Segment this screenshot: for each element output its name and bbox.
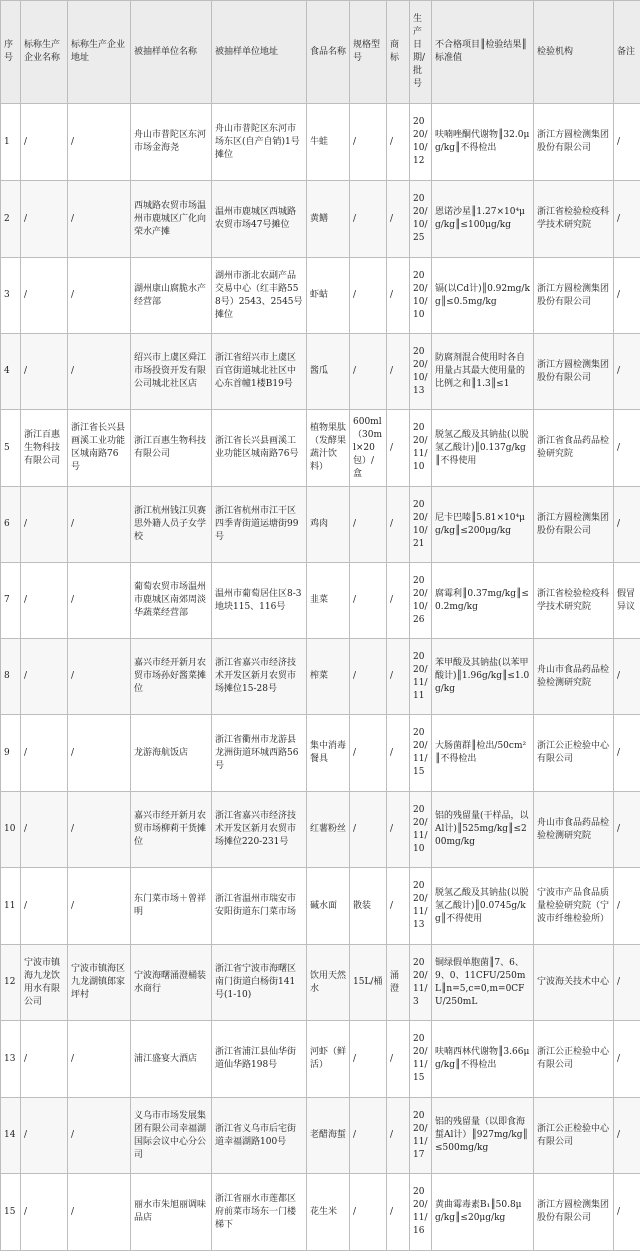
cell-food-name: 牛蛙 bbox=[307, 104, 350, 181]
cell-spec: / bbox=[350, 258, 387, 334]
header-brand: 商标 bbox=[387, 1, 410, 104]
header-failed-item: 不合格项目║检验结果║标准值 bbox=[432, 1, 534, 104]
header-sampled-unit-address: 被抽样单位地址 bbox=[212, 1, 307, 104]
cell-sampled-unit-address: 浙江省浦江县仙华街道仙华路198号 bbox=[212, 1021, 307, 1098]
cell-producer-address: / bbox=[68, 868, 131, 945]
cell-seq: 14 bbox=[1, 1098, 21, 1174]
cell-production-date: 2020/11/15 bbox=[410, 1021, 432, 1098]
cell-spec: / bbox=[350, 639, 387, 715]
table-row bbox=[1, 563, 640, 639]
cell-sampled-unit-address: 浙江省杭州市江干区四季青街道运塘街99号 bbox=[212, 487, 307, 563]
header-production-date: 生产日期/批号 bbox=[410, 1, 432, 104]
cell-production-date: 2020/11/13 bbox=[410, 868, 432, 945]
cell-producer-address: / bbox=[68, 1098, 131, 1174]
cell-sampled-unit-name: 宁波海曙涌澄桶装水商行 bbox=[131, 945, 212, 1021]
cell-seq: 10 bbox=[1, 792, 21, 868]
cell-producer-address: / bbox=[68, 334, 131, 410]
cell-inspection-agency: 浙江方圆检测集团股份有限公司 bbox=[534, 1174, 614, 1251]
cell-producer-name: / bbox=[21, 868, 68, 945]
cell-sampled-unit-address: 浙江省衢州市龙游县龙洲街道环城西路56号 bbox=[212, 715, 307, 792]
cell-production-date: 2020/10/12 bbox=[410, 104, 432, 181]
cell-brand: / bbox=[387, 715, 410, 792]
cell-inspection-agency: 浙江方圆检测集团股份有限公司 bbox=[534, 104, 614, 181]
cell-brand: / bbox=[387, 487, 410, 563]
cell-remark: 假冒异议 bbox=[614, 563, 640, 639]
cell-food-name: 集中消毒餐具 bbox=[307, 715, 350, 792]
cell-producer-name: / bbox=[21, 487, 68, 563]
cell-sampled-unit-address: 湖州市浙北农副产品交易中心（红丰路558号）2543、2545号摊位 bbox=[212, 258, 307, 334]
cell-remark: / bbox=[614, 487, 640, 563]
cell-seq: 7 bbox=[1, 563, 21, 639]
header-inspection-agency: 检验机构 bbox=[534, 1, 614, 104]
cell-inspection-agency: 浙江省检验检疫科学技术研究院 bbox=[534, 181, 614, 258]
cell-failed-item: 铝的残留量（以即食海蜇Al计）║927mg/kg║≤500mg/kg bbox=[432, 1098, 534, 1174]
cell-seq: 9 bbox=[1, 715, 21, 792]
cell-production-date: 2020/10/25 bbox=[410, 181, 432, 258]
cell-seq: 15 bbox=[1, 1174, 21, 1251]
table-body bbox=[1, 104, 640, 1251]
cell-food-name: 酱瓜 bbox=[307, 334, 350, 410]
cell-producer-name: / bbox=[21, 181, 68, 258]
cell-remark: / bbox=[614, 334, 640, 410]
cell-spec: / bbox=[350, 792, 387, 868]
cell-brand: 涌澄 bbox=[387, 945, 410, 1021]
table-row bbox=[1, 715, 640, 792]
cell-brand: / bbox=[387, 410, 410, 487]
cell-sampled-unit-address: 浙江省绍兴市上虞区百官街道城北社区中心东首幢1楼B19号 bbox=[212, 334, 307, 410]
cell-producer-name: / bbox=[21, 1098, 68, 1174]
cell-production-date: 2020/11/11 bbox=[410, 639, 432, 715]
cell-sampled-unit-name: 龙游海航饭店 bbox=[131, 715, 212, 792]
cell-inspection-agency: 浙江公正检验中心有限公司 bbox=[534, 1098, 614, 1174]
cell-sampled-unit-name: 舟山市普陀区东河市场金海尧 bbox=[131, 104, 212, 181]
cell-sampled-unit-name: 绍兴市上虞区舜江市场投资开发有限公司城北社区店 bbox=[131, 334, 212, 410]
cell-producer-address: / bbox=[68, 487, 131, 563]
cell-seq: 2 bbox=[1, 181, 21, 258]
cell-producer-name: / bbox=[21, 639, 68, 715]
cell-producer-address: 宁波市镇海区九龙湖镇郎家坪村 bbox=[68, 945, 131, 1021]
cell-food-name: 老醋海蜇 bbox=[307, 1098, 350, 1174]
cell-spec: 600ml（30ml×20包）/盒 bbox=[350, 410, 387, 487]
cell-inspection-agency: 舟山市食品药品检验检测研究院 bbox=[534, 639, 614, 715]
cell-seq: 4 bbox=[1, 334, 21, 410]
cell-spec: / bbox=[350, 104, 387, 181]
cell-production-date: 2020/11/16 bbox=[410, 1174, 432, 1251]
cell-failed-item: 镉(以Cd计)║0.92mg/kg║≤0.5mg/kg bbox=[432, 258, 534, 334]
cell-inspection-agency: 舟山市食品药品检验检测研究院 bbox=[534, 792, 614, 868]
cell-producer-address: / bbox=[68, 181, 131, 258]
cell-spec: / bbox=[350, 181, 387, 258]
cell-food-name: 虾蛄 bbox=[307, 258, 350, 334]
cell-producer-name: / bbox=[21, 792, 68, 868]
cell-spec: / bbox=[350, 1098, 387, 1174]
cell-food-name: 花生米 bbox=[307, 1174, 350, 1251]
cell-producer-address: / bbox=[68, 792, 131, 868]
cell-production-date: 2020/11/17 bbox=[410, 1098, 432, 1174]
cell-failed-item: 大肠菌群║检出/50cm²║不得检出 bbox=[432, 715, 534, 792]
cell-producer-name: / bbox=[21, 334, 68, 410]
table-row bbox=[1, 410, 640, 487]
cell-food-name: 榨菜 bbox=[307, 639, 350, 715]
header-seq: 序号 bbox=[1, 1, 21, 104]
cell-sampled-unit-address: 浙江省温州市瑞安市安阳街道东门菜市场 bbox=[212, 868, 307, 945]
cell-failed-item: 脱氢乙酸及其钠盐(以脱氢乙酸计)║0.137g/kg║不得使用 bbox=[432, 410, 534, 487]
cell-brand: / bbox=[387, 258, 410, 334]
cell-remark: / bbox=[614, 410, 640, 487]
cell-production-date: 2020/11/10 bbox=[410, 792, 432, 868]
cell-seq: 3 bbox=[1, 258, 21, 334]
cell-sampled-unit-address: 温州市鹿城区西城路农贸市场47号摊位 bbox=[212, 181, 307, 258]
cell-inspection-agency: 宁波市产品食品质量检验研究院（宁波市纤维检验所） bbox=[534, 868, 614, 945]
cell-remark: / bbox=[614, 1098, 640, 1174]
cell-failed-item: 黄曲霉毒素B₁║50.8μg/kg║≤20μg/kg bbox=[432, 1174, 534, 1251]
cell-remark: / bbox=[614, 181, 640, 258]
cell-spec: / bbox=[350, 1174, 387, 1251]
cell-spec: / bbox=[350, 563, 387, 639]
table-row bbox=[1, 104, 640, 181]
cell-sampled-unit-name: 湖州康山腐脆水产经营部 bbox=[131, 258, 212, 334]
cell-seq: 11 bbox=[1, 868, 21, 945]
table-row bbox=[1, 1174, 640, 1251]
table-row bbox=[1, 868, 640, 945]
cell-producer-address: / bbox=[68, 715, 131, 792]
header-remark: 备注 bbox=[614, 1, 640, 104]
cell-remark: / bbox=[614, 104, 640, 181]
cell-brand: / bbox=[387, 181, 410, 258]
cell-seq: 12 bbox=[1, 945, 21, 1021]
cell-brand: / bbox=[387, 868, 410, 945]
cell-production-date: 2020/11/10 bbox=[410, 410, 432, 487]
table-row bbox=[1, 792, 640, 868]
cell-sampled-unit-name: 浦江盛宴大酒店 bbox=[131, 1021, 212, 1098]
cell-failed-item: 铝的残留量(干样品，以Al计)║525mg/kg║≤200mg/kg bbox=[432, 792, 534, 868]
table-row bbox=[1, 1098, 640, 1174]
cell-seq: 6 bbox=[1, 487, 21, 563]
cell-sampled-unit-address: 舟山市普陀区东河市场东区(自产自销)1号摊位 bbox=[212, 104, 307, 181]
cell-food-name: 黄鳝 bbox=[307, 181, 350, 258]
cell-producer-name: / bbox=[21, 715, 68, 792]
cell-remark: / bbox=[614, 868, 640, 945]
cell-brand: / bbox=[387, 1021, 410, 1098]
cell-remark: / bbox=[614, 945, 640, 1021]
table-row bbox=[1, 1021, 640, 1098]
cell-remark: / bbox=[614, 258, 640, 334]
cell-failed-item: 腐霉利║0.37mg/kg║≤0.2mg/kg bbox=[432, 563, 534, 639]
cell-sampled-unit-address: 浙江省嘉兴市经济技术开发区新月农贸市场摊位15-28号 bbox=[212, 639, 307, 715]
cell-production-date: 2020/10/26 bbox=[410, 563, 432, 639]
cell-spec: / bbox=[350, 334, 387, 410]
cell-producer-name: 宁波市镇海九龙饮用水有限公司 bbox=[21, 945, 68, 1021]
cell-producer-address: / bbox=[68, 258, 131, 334]
cell-inspection-agency: 浙江省食品药品检验研究院 bbox=[534, 410, 614, 487]
cell-producer-name: / bbox=[21, 1174, 68, 1251]
cell-inspection-agency: 宁波海关技术中心 bbox=[534, 945, 614, 1021]
cell-food-name: 植物果肽（发酵果蔬汁饮料） bbox=[307, 410, 350, 487]
cell-sampled-unit-address: 浙江省义乌市后宅街道幸福湖路100号 bbox=[212, 1098, 307, 1174]
cell-producer-address: / bbox=[68, 563, 131, 639]
cell-seq: 8 bbox=[1, 639, 21, 715]
cell-remark: / bbox=[614, 715, 640, 792]
header-producer-name: 标称生产企业名称 bbox=[21, 1, 68, 104]
header-spec: 规格型号 bbox=[350, 1, 387, 104]
table-row bbox=[1, 639, 640, 715]
cell-producer-address: / bbox=[68, 1174, 131, 1251]
table-row bbox=[1, 258, 640, 334]
table-row bbox=[1, 334, 640, 410]
cell-brand: / bbox=[387, 792, 410, 868]
cell-production-date: 2020/11/15 bbox=[410, 715, 432, 792]
cell-sampled-unit-name: 浙江杭州钱江贝赛思外籍人员子女学校 bbox=[131, 487, 212, 563]
cell-sampled-unit-name: 西城路农贸市场温州市鹿城区广化向荣水产摊 bbox=[131, 181, 212, 258]
cell-inspection-agency: 浙江公正检验中心有限公司 bbox=[534, 715, 614, 792]
header-producer-address: 标称生产企业地址 bbox=[68, 1, 131, 104]
table-row bbox=[1, 181, 640, 258]
cell-producer-name: / bbox=[21, 104, 68, 181]
cell-seq: 13 bbox=[1, 1021, 21, 1098]
header-food-name: 食品名称 bbox=[307, 1, 350, 104]
cell-spec: / bbox=[350, 715, 387, 792]
cell-food-name: 河虾（鲜活） bbox=[307, 1021, 350, 1098]
cell-failed-item: 脱氢乙酸及其钠盐(以脱氢乙酸计)║0.0745g/kg║不得使用 bbox=[432, 868, 534, 945]
cell-inspection-agency: 浙江公正检验中心有限公司 bbox=[534, 1021, 614, 1098]
cell-spec: 15L/桶 bbox=[350, 945, 387, 1021]
cell-sampled-unit-address: 浙江省宁波市海曙区南门街道白杨街141号(1-10) bbox=[212, 945, 307, 1021]
cell-producer-address: / bbox=[68, 1021, 131, 1098]
cell-production-date: 2020/10/21 bbox=[410, 487, 432, 563]
cell-spec: 散装 bbox=[350, 868, 387, 945]
cell-food-name: 红薯粉丝 bbox=[307, 792, 350, 868]
cell-inspection-agency: 浙江省检验检疫科学技术研究院 bbox=[534, 563, 614, 639]
cell-spec: / bbox=[350, 487, 387, 563]
table-row bbox=[1, 945, 640, 1021]
cell-producer-address: 浙江省长兴县画溪工业功能区城南路76号 bbox=[68, 410, 131, 487]
cell-producer-name: / bbox=[21, 563, 68, 639]
cell-production-date: 2020/10/10 bbox=[410, 258, 432, 334]
cell-seq: 5 bbox=[1, 410, 21, 487]
cell-brand: / bbox=[387, 639, 410, 715]
table-row bbox=[1, 487, 640, 563]
cell-failed-item: 呋喃唑酮代谢物║32.0μg/kg║不得检出 bbox=[432, 104, 534, 181]
cell-producer-name: 浙江百惠生物科技有限公司 bbox=[21, 410, 68, 487]
cell-brand: / bbox=[387, 104, 410, 181]
cell-sampled-unit-address: 浙江省嘉兴市经济技术开发区新月农贸市场摊位220-231号 bbox=[212, 792, 307, 868]
cell-brand: / bbox=[387, 334, 410, 410]
cell-food-name: 鸡肉 bbox=[307, 487, 350, 563]
cell-remark: / bbox=[614, 792, 640, 868]
cell-sampled-unit-name: 嘉兴市经开新月农贸市场孙好酱菜摊位 bbox=[131, 639, 212, 715]
cell-food-name: 饮用天然水 bbox=[307, 945, 350, 1021]
cell-inspection-agency: 浙江方圆检测集团股份有限公司 bbox=[534, 334, 614, 410]
cell-inspection-agency: 浙江方圆检测集团股份有限公司 bbox=[534, 487, 614, 563]
cell-production-date: 2020/11/3 bbox=[410, 945, 432, 1021]
cell-sampled-unit-name: 东门菜市场＋曾祥明 bbox=[131, 868, 212, 945]
cell-remark: / bbox=[614, 1174, 640, 1251]
cell-sampled-unit-address: 浙江省长兴县画溪工业功能区城南路76号 bbox=[212, 410, 307, 487]
cell-sampled-unit-address: 温州市葡萄居住区8-3地块115、116号 bbox=[212, 563, 307, 639]
cell-producer-address: / bbox=[68, 639, 131, 715]
cell-seq: 1 bbox=[1, 104, 21, 181]
cell-brand: / bbox=[387, 563, 410, 639]
cell-sampled-unit-name: 浙江百惠生物科技有限公司 bbox=[131, 410, 212, 487]
cell-food-name: 韭菜 bbox=[307, 563, 350, 639]
cell-failed-item: 苯甲酸及其钠盐(以苯甲酸计)║1.96g/kg║≤1.0g/kg bbox=[432, 639, 534, 715]
cell-producer-name: / bbox=[21, 1021, 68, 1098]
cell-producer-name: / bbox=[21, 258, 68, 334]
cell-failed-item: 恩诺沙星║1.27×10⁴μg/kg║≤100μg/kg bbox=[432, 181, 534, 258]
cell-inspection-agency: 浙江方圆检测集团股份有限公司 bbox=[534, 258, 614, 334]
cell-brand: / bbox=[387, 1098, 410, 1174]
cell-sampled-unit-address: 浙江省丽水市莲都区府前菜市场东一门楼梯下 bbox=[212, 1174, 307, 1251]
cell-failed-item: 防腐剂混合使用时各自用量占其最大使用量的比例之和║1.3║≤1 bbox=[432, 334, 534, 410]
header-row bbox=[1, 1, 640, 104]
cell-food-name: 碱水面 bbox=[307, 868, 350, 945]
header-sampled-unit-name: 被抽样单位名称 bbox=[131, 1, 212, 104]
cell-sampled-unit-name: 葡萄农贸市场温州市鹿城区南郊周淡华蔬菜经营部 bbox=[131, 563, 212, 639]
cell-remark: / bbox=[614, 639, 640, 715]
cell-producer-address: / bbox=[68, 104, 131, 181]
cell-remark: / bbox=[614, 1021, 640, 1098]
cell-spec: / bbox=[350, 1021, 387, 1098]
cell-failed-item: 尼卡巴嗪║5.81×10⁴μg/kg║≤200μg/kg bbox=[432, 487, 534, 563]
cell-brand: / bbox=[387, 1174, 410, 1251]
cell-sampled-unit-name: 嘉兴市经开新月农贸市场柳莉干货摊位 bbox=[131, 792, 212, 868]
cell-sampled-unit-name: 义乌市市场发展集团有限公司幸福湖国际会议中心分公司 bbox=[131, 1098, 212, 1174]
cell-failed-item: 呋喃西林代谢物║3.66μg/kg║不得检出 bbox=[432, 1021, 534, 1098]
cell-sampled-unit-name: 丽水市朱旭丽调味品店 bbox=[131, 1174, 212, 1251]
cell-production-date: 2020/10/13 bbox=[410, 334, 432, 410]
cell-failed-item: 铜绿假单胞菌║7、6、9、0、11CFU/250mL║n=5,c=0,m=0CFU/250mL bbox=[432, 945, 534, 1021]
